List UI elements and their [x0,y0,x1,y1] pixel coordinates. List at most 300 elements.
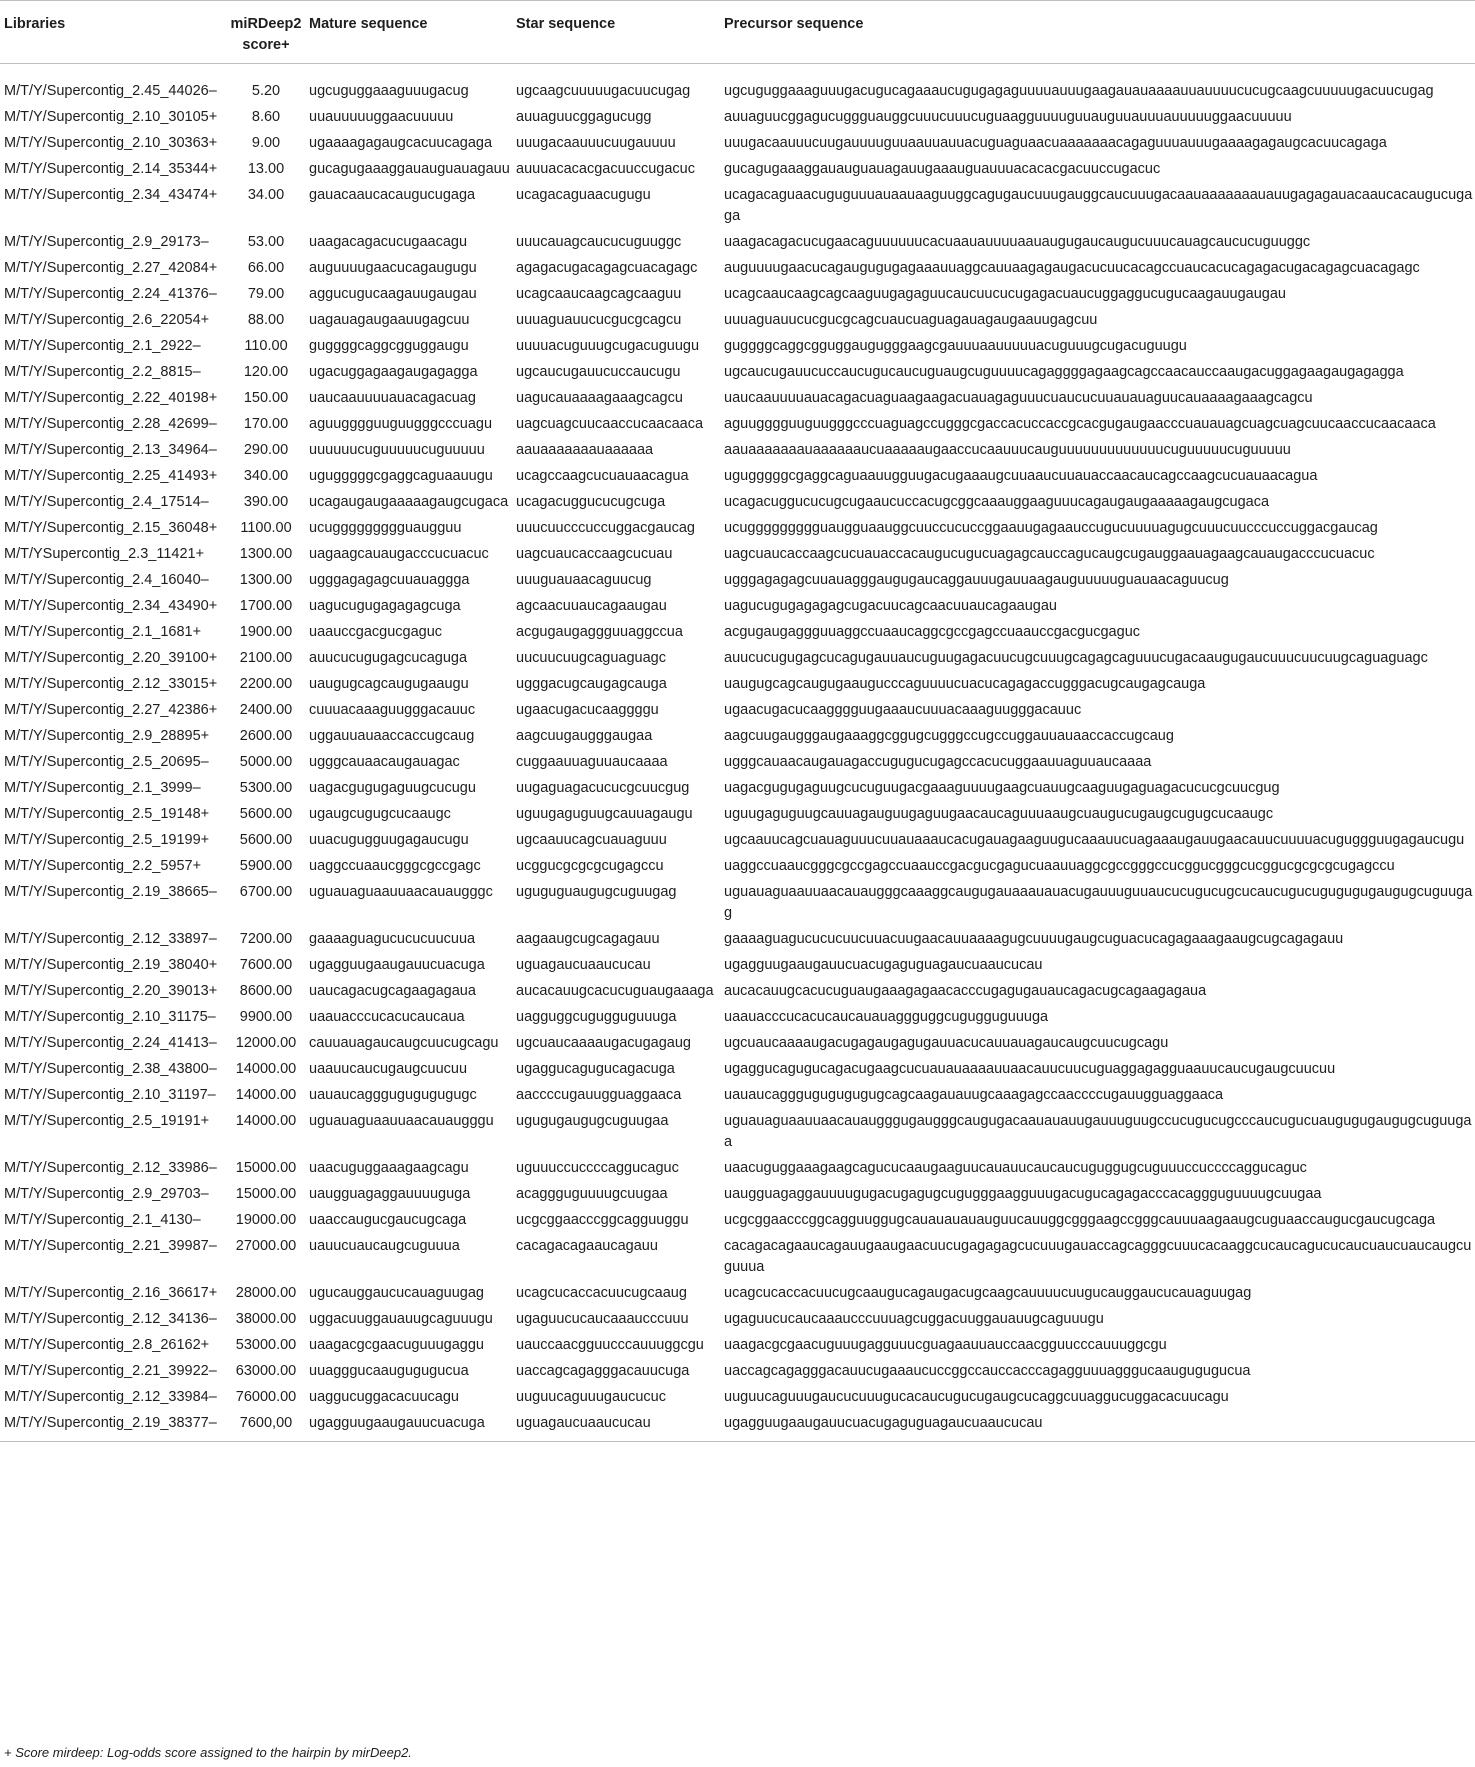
precursor-sequence-cell: aucacauugcacucuguaugaaagagaacacccugagugauaucagacugcagaagagaua [724,983,1207,999]
star-sequence-cell: uauccaacgguucccauuuggcgu [516,1337,704,1353]
table-row [0,333,1475,359]
precursor-sequence-cell: aauaaaaaaauaaaaaaucuaaaaaugaaccucaauuucauguuuuuuuuuuuuucuguuuuucuguuuuu [724,442,1291,458]
score-cell: 120.00 [243,364,289,380]
library-cell: M/T/Y/Supercontig_2.8_26162+ [4,1337,210,1353]
star-sequence-cell: ugaacugacucaaggggu [516,702,659,718]
precursor-sequence-cell: uagacgugugaguugcucuguugacgaaaguuuugaagcuauugcaaguugaguagacucucgcuucgug [724,780,1280,796]
precursor-sequence-cell: guggggcaggcgguggaugugggaagcgauuuaauuuuuacuguuugcugacuguugu [724,338,1187,354]
mature-sequence-cell: ugacuggagaagaugagagga [309,364,478,380]
table-row [0,1280,1475,1306]
mature-sequence-cell: uagaagcauaugacccucuacuc [309,546,489,562]
star-sequence-cell: ucgcggaacccggcagguuggu [516,1212,689,1228]
library-cell: M/T/Y/Supercontig_2.12_34136– [4,1311,217,1327]
table-row [0,567,1475,593]
table-row [0,515,1475,541]
table-row [0,1108,1475,1155]
mature-sequence-cell: uaagacgcgaacuguuugaggu [309,1337,484,1353]
precursor-sequence-cell: ugaacugacucaagggguugaaaucuuuacaaaguugggacauuc [724,702,1082,718]
mature-sequence-cell: uagucugugagagagcuga [309,598,461,614]
library-cell: M/T/Y/Supercontig_2.14_35344+ [4,161,218,177]
precursor-sequence-cell: uaugguagaggauuuugugacugagugcugugggaagguuugacugucagagacccacaggguguuuugcuugaa [724,1186,1322,1202]
precursor-sequence-cell: ugggcauaacaugauagaccugugucugagccacucuggaauuaguuaucaaaa [724,754,1152,770]
score-cell: 14000.00 [235,1113,297,1129]
score-cell: 1700.00 [239,598,293,614]
table-row [0,1030,1475,1056]
precursor-sequence-cell: uaugugcagcaugugaaugucccaguuuucuacucagagaccugggacugcaugagcauga [724,676,1206,692]
score-cell: 290.00 [243,442,289,458]
library-cell: M/T/Y/Supercontig_2.2_8815– [4,364,201,380]
mature-sequence-cell: auucucugugagcucaguga [309,650,468,666]
library-cell: M/T/Y/Supercontig_2.12_33986– [4,1160,217,1176]
mature-sequence-cell: ugugggggcgaggcaguaauugu [309,468,493,484]
star-sequence-cell: ucagccaagcucuauaacagua [516,468,689,484]
star-sequence-cell: ugaguucucaucaaaucccuuu [516,1311,689,1327]
table-row [0,775,1475,801]
table-row [0,749,1475,775]
score-cell: 6700.00 [239,884,293,900]
star-sequence-cell: ugggacugcaugagcauga [516,676,667,692]
star-sequence-cell: uagcuagcuucaaccucaacaaca [516,416,704,432]
header-libraries: Libraries [0,1,223,64]
library-cell: M/T/Y/Supercontig_2.24_41376– [4,286,217,302]
library-cell: M/T/Y/Supercontig_2.5_19148+ [4,806,210,822]
table-row [0,827,1475,853]
library-cell: M/T/Y/Supercontig_2.27_42386+ [4,702,218,718]
library-cell: M/T/Y/Supercontig_2.5_19199+ [4,832,210,848]
table-row [0,1082,1475,1108]
precursor-sequence-cell: auucucugugagcucagugauuaucuguugagacuucugcuuugcagagcaguuucugacaaugugaucuuucuucuugcaguaguagc [724,650,1428,666]
library-cell: M/T/Y/Supercontig_2.5_20695– [4,754,209,770]
library-cell: M/T/Y/Supercontig_2.1_2922– [4,338,201,354]
library-cell: M/T/Y/Supercontig_2.9_29173– [4,234,209,250]
precursor-sequence-cell: ucuggggggggguaugguaauggcuuccucuccggaauugagaauccugucuuuuagugcuuucuucccuccuggacgaucag [724,520,1378,536]
precursor-sequence-cell: ugcuguggaaaguuugacugucagaaaucugugagaguuuuauuugaagauauaaaauuauuuucucugcaagcuuuuugacuucugag [724,83,1434,99]
precursor-sequence-cell: ugcuaucaaaaugacugagaugagugauuacucauuauagaucaugcuucugcagu [724,1035,1169,1051]
star-sequence-cell: uguagaucuaaucucau [516,957,651,973]
library-cell: M/T/Y/Supercontig_2.12_33984– [4,1389,217,1405]
library-cell: M/T/Y/Supercontig_2.2_5957+ [4,858,202,874]
table-row [0,1306,1475,1332]
star-sequence-cell: uuuuacuguuugcugacuguugu [516,338,700,354]
mature-sequence-cell: guggggcaggcgguggaugu [309,338,469,354]
star-sequence-cell: uuugacaauuucuugauuuu [516,135,676,151]
score-cell: 5900.00 [239,858,293,874]
library-cell: M/T/Y/Supercontig_2.20_39013+ [4,983,218,999]
mature-sequence-cell: uaauucaucugaugcuucuu [309,1061,468,1077]
table-row [0,1181,1475,1207]
table-row [0,952,1475,978]
mature-sequence-cell: gucagugaaaggauauguauagauu [309,161,510,177]
score-cell: 27000.00 [235,1238,297,1254]
star-sequence-cell: aaccccugauugguaggaaca [516,1087,682,1103]
table-row [0,619,1475,645]
precursor-sequence-cell: uguauaguaauuaacauaugggcaaaggcaugugauaaauauacugauuuguuaucucugucugcucaucugucugugugugaugugcuguugag [724,884,1473,921]
star-sequence-cell: aagcuugaugggaugaa [516,728,653,744]
mature-sequence-cell: uggauuauaaccaccugcaug [309,728,475,744]
mature-sequence-cell: uuuuuucuguuuuucuguuuuu [309,442,485,458]
score-cell: 1300.00 [239,572,293,588]
mature-sequence-cell: uaacuguggaaagaagcagu [309,1160,469,1176]
precursor-sequence-cell: ugggagagagcuuauagggaugugaucaggauuugauuaagauguuuuuguauaacaguucug [724,572,1229,588]
table-row [0,853,1475,879]
score-cell: 2600.00 [239,728,293,744]
table-row [0,104,1475,130]
mature-sequence-cell: uagauagaugaauugagcuu [309,312,470,328]
library-cell: M/T/Y/Supercontig_2.6_22054+ [4,312,210,328]
table-row [0,1233,1475,1280]
score-cell: 5600.00 [239,806,293,822]
table-row [0,1004,1475,1030]
precursor-sequence-cell: uagcuaucaccaagcucuauaccacaugucugucuagagcauccagucaugcugauggaauagaagcauaugacccucuacuc [724,546,1375,562]
table-row [0,879,1475,926]
table-row [0,1332,1475,1358]
precursor-sequence-cell: ugagguugaaugauucuacugaguguagaucuaaucucau [724,1410,1475,1442]
precursor-sequence-cell: gucagugaaaggauauguauagauugaaauguauuuacacacgacuuccugacuc [724,161,1161,177]
star-sequence-cell: ugaggucagugucagacuga [516,1061,675,1077]
star-sequence-cell: cacagacagaaucagauu [516,1238,658,1254]
star-sequence-cell: acaggguguuuugcuugaa [516,1186,668,1202]
library-cell: M/T/Y/Supercontig_2.9_28895+ [4,728,210,744]
mature-sequence-cell: auguuuugaacucagaugugu [309,260,477,276]
score-cell: 34.00 [247,187,285,203]
mature-sequence-cell: uaauccgacgucgaguc [309,624,443,640]
mature-sequence-cell: uguauaguaauuaacauaugggu [309,1113,494,1129]
header-score [223,1,309,64]
precursor-sequence-cell: uuuaguauucucgucgcagcuaucuaguagauagaugaauugagcuu [724,312,1098,328]
score-cell: 15000.00 [235,1160,297,1176]
precursor-sequence-cell: auuaguucggagucuggguauggcuuucuuucuguaagguuuuguuauguuauuuauuuuuggaacuuuuu [724,109,1292,125]
score-cell: 63000.00 [235,1363,297,1379]
table-row [0,593,1475,619]
score-cell: 5000.00 [239,754,293,770]
score-cell: 2400.00 [239,702,293,718]
library-cell: M/T/Y/Supercontig_2.1_1681+ [4,624,202,640]
table-row [0,307,1475,333]
mature-sequence-cell: uauucuaucaugcuguuua [309,1238,460,1254]
precursor-sequence-cell: ucagacaguaacuguguuuauaauaaguuggcagugaucuuugauggcaucuuugacaauaaaaaaauauugagagauacaaucacaugucugaga [724,187,1473,224]
precursor-sequence-cell: ugugggggcgaggcaguaauugguugacugaaaugcuuaaucuuauaccaacaucagccaagcucuauaacagua [724,468,1318,484]
star-sequence-cell: ugcuaucaaaaugacugagaug [516,1035,691,1051]
score-cell: 390.00 [243,494,289,510]
star-sequence-cell: uagcuaucaccaagcucuau [516,546,673,562]
star-sequence-cell: ugcaagcuuuuugacuucugag [516,83,691,99]
precursor-sequence-cell: cacagacagaaucagauugaaugaacuucugagagagcucuuugauaccagcagggcuuucacaaggcucaucagucucaucuaucuaucaugcuguuua [724,1238,1472,1275]
mature-sequence-cell: ugaugcugugcucaaugc [309,806,451,822]
score-cell: 76000.00 [235,1389,297,1405]
star-sequence-cell: auuaguucggagucugg [516,109,652,125]
star-sequence-cell: uuuaguauucucgucgcagcu [516,312,682,328]
library-cell: M/T/Y/Supercontig_2.34_43474+ [4,187,218,203]
table-row [0,130,1475,156]
score-cell: 340.00 [243,468,289,484]
star-sequence-cell: ucagcucaccacuucugcaaug [516,1285,687,1301]
score-cell: 2200.00 [239,676,293,692]
table-row [0,1056,1475,1082]
table-row [0,489,1475,515]
star-sequence-cell: aagaaugcugcagagauu [516,931,660,947]
mature-sequence-cell: ugagguugaaugauucuacuga [309,1410,516,1442]
mature-sequence-cell: uagacgugugaguugcucugu [309,780,476,796]
star-sequence-cell: auuuacacacgacuuccugacuc [516,161,695,177]
table-row [0,926,1475,952]
star-sequence-cell: uguugaguguugcauuagaugu [516,806,693,822]
score-cell: 53.00 [247,234,285,250]
precursor-sequence-cell: ucgcggaacccggcagguuggugcauauauauauguucauuggcgggaagccgggcauuuaagaaugcuguaaccaugucgaucugcaga [724,1212,1436,1228]
star-sequence-cell: acgugaugaggguuaggccua [516,624,683,640]
library-cell: M/T/Y/Supercontig_2.45_44026– [4,83,217,99]
library-cell: M/T/Y/Supercontig_2.19_38040+ [4,957,218,973]
star-sequence-cell: uguuuccuccccaggucaguc [516,1160,679,1176]
library-cell: M/T/Y/Supercontig_2.34_43490+ [4,598,218,614]
mature-sequence-cell: uaaccaugucgaucugcaga [309,1212,467,1228]
mature-sequence-cell: uuauuuuuggaacuuuuu [309,109,454,125]
library-cell: M/T/Y/Supercontig_2.10_30363+ [4,135,218,151]
table-row [0,255,1475,281]
mature-sequence-cell: ugaaaagagaugcacuucagaga [309,135,493,151]
library-cell: M/T/Y/Supercontig_2.19_38665– [4,884,217,900]
table-row [0,411,1475,437]
table-row [0,541,1475,567]
header-score-line2: score+ [242,37,290,53]
score-cell: 28000.00 [235,1285,297,1301]
star-sequence-cell: uagucauaaaagaaagcagcu [516,390,683,406]
score-cell: 9900.00 [239,1009,293,1025]
mature-sequence-cell: uaggucuggacacuucagu [309,1389,459,1405]
table-row [0,671,1475,697]
precursor-sequence-cell: acgugaugaggguuaggccuaaucaggcgccgagccuaauccgacgucgaguc [724,624,1141,640]
table-body [0,64,1475,1442]
mature-sequence-cell: uaugugcagcaugugaaugu [309,676,469,692]
precursor-sequence-cell: ugaguucucaucaaaucccuuuagcuggacuuggauauugcaguuugu [724,1311,1104,1327]
mature-sequence-cell: cuuuacaaaguugggacauuc [309,702,476,718]
star-sequence-cell: uguguguaugugcuguugag [516,884,677,900]
table-row [0,281,1475,307]
table-row [0,64,1475,105]
precursor-sequence-cell: ugcaauucagcuauaguuucuuauaaaucacugauagaaguugucaaauucuagaaaugauugaacauucuuuuacuguggguugagaucugu [724,832,1465,848]
star-sequence-cell: ucagacuggucucugcuga [516,494,666,510]
table-header-row [0,1,1475,64]
library-cell: M/T/Y/Supercontig_2.25_41493+ [4,468,218,484]
library-cell: M/T/Y/Supercontig_2.15_36048+ [4,520,218,536]
library-cell: M/T/Y/Supercontig_2.24_41413– [4,1035,217,1051]
mature-sequence-cell: uguauaguaauuaacauaugggc [309,884,493,900]
mature-sequence-cell: gaaaaguagucucucuucuua [309,931,476,947]
score-cell: 1100.00 [240,520,292,536]
table-row [0,723,1475,749]
table-row [0,1358,1475,1384]
library-cell: M/T/YSupercontig_2.3_11421+ [4,546,205,562]
star-sequence-cell: uucuucuugcaguaguagc [516,650,666,666]
star-sequence-cell: cuggaauuaguuaucaaaa [516,754,668,770]
mature-sequence-cell: ucagaugaugaaaaagaugcugaca [309,494,509,510]
score-cell: 1300.00 [239,546,293,562]
score-cell: 53000.00 [235,1337,297,1353]
star-sequence-cell: uagguggcugugguguuuga [516,1009,677,1025]
score-cell: 1900.00 [239,624,293,640]
table-row [0,229,1475,255]
mature-sequence-cell: uuacugugguugagaucugu [309,832,469,848]
precursor-sequence-cell: uaggccuaaucgggcgccgagccuaauccgacgucgagucuaauuaggcgccgggccucggucgggcucggucgcgcgcugagccu [724,858,1395,874]
score-cell: 7200.00 [239,931,293,947]
mature-sequence-cell: ugggagagagcuuauaggga [309,572,470,588]
precursor-sequence-cell: aagcuugaugggaugaaaggcggugcugggccugccuggauuauaaccaccugcaug [724,728,1174,744]
library-cell: M/T/Y/Supercontig_2.16_36617+ [4,1285,218,1301]
mature-sequence-cell: ugagguugaaugauucuacuga [309,957,485,973]
precursor-sequence-cell: ugcaucugauucuccaucugucaucuguaugcuguuuucagaggggagaagcagccaacauccaaugacuggagaagaugagagga [724,364,1404,380]
precursor-sequence-cell: uauaucagggugugugugugcagcaagauauugcaaagagccaaccccugauugguaggaaca [724,1087,1224,1103]
precursor-sequence-cell: ugaggucagugucagacugaagcucuauauaaaauuaacauucuucuguaggagagguaauucaucugaugcuucuu [724,1061,1336,1077]
star-sequence-cell: uuguucaguuugaucucuc [516,1389,666,1405]
mature-sequence-cell: uaugguagaggauuuuguga [309,1186,471,1202]
library-cell: M/T/Y/Supercontig_2.12_33015+ [4,676,218,692]
star-sequence-cell: uguagaucuaaucucau [516,1410,724,1442]
table-row [0,437,1475,463]
score-cell: 150.00 [243,390,289,406]
score-cell: 5.20 [251,83,281,99]
mature-sequence-cell: uaucaauuuuauacagacuag [309,390,476,406]
score-cell: 2100.00 [239,650,293,666]
library-cell: M/T/Y/Supercontig_2.10_30105+ [4,109,218,125]
precursor-sequence-cell: uguugaguguugcauuagauguugaguugaacaucaguuuaaugcuaugucugaugcugugcucaaugc [724,806,1274,822]
table-row [0,801,1475,827]
table-footnote: + Score mirdeep: Log-odds score assigned to the hairpin by mirDeep2. [4,1745,412,1760]
table-row [0,1384,1475,1410]
precursor-sequence-cell: uuugacaauuucuugauuuuguuaauuauuacuguaguaacuaaaaaaacagaguuuauuugaaaagagaugcacuucagaga [724,135,1387,151]
star-sequence-cell: ucagacaguaacugugu [516,187,651,203]
score-cell: 5300.00 [239,780,293,796]
mature-sequence-cell: ugucauggaucucauaguugag [309,1285,484,1301]
mature-sequence-cell: ugcuguggaaaguuugacug [309,83,469,99]
table-row [0,156,1475,182]
mature-sequence-cell: uaucagacugcagaagagaua [309,983,476,999]
score-cell: 8.60 [251,109,281,125]
mature-sequence-cell: ugggcauaacaugauagac [309,754,460,770]
table-row [0,1207,1475,1233]
table-row [0,1155,1475,1181]
star-sequence-cell: uugaguagacucucgcuucgug [516,780,690,796]
star-sequence-cell: ugcaauucagcuauaguuu [516,832,667,848]
score-cell: 38000.00 [235,1311,297,1327]
star-sequence-cell: ucggucgcgcgcugagccu [516,858,664,874]
table-row [0,697,1475,723]
star-sequence-cell: agagacugacagagcuacagagc [516,260,698,276]
header-precursor: Precursor sequence [724,1,1475,64]
score-cell: 110.00 [244,338,288,354]
precursor-sequence-cell: ucagacuggucucugcugaaucuccacugcggcaaauggaaguuucagaugaugaaaaagaugcugaca [724,494,1270,510]
table-row [0,359,1475,385]
library-cell: M/T/Y/Supercontig_2.38_43800– [4,1061,217,1077]
mature-sequence-cell: gauacaaucacaugucugaga [309,187,476,203]
header-star: Star sequence [516,1,724,64]
score-cell: 66.00 [247,260,285,276]
mature-sequence-cell: uaauacccucacucaucaua [309,1009,465,1025]
precursor-sequence-cell: uaauacccucacucaucauauaggguggcugugguguuuga [724,1009,1049,1025]
score-cell: 19000.00 [235,1212,297,1228]
score-cell: 15000.00 [235,1186,297,1202]
precursor-sequence-cell: auguuuugaacucagaugugugagaaauuaggcauuaagagaugacucuucacagccuaucacucagagacugacagagcuacagagc [724,260,1420,276]
library-cell: M/T/Y/Supercontig_2.13_34964– [4,442,217,458]
library-cell: M/T/Y/Supercontig_2.4_17514– [4,494,209,510]
library-cell: M/T/Y/Supercontig_2.5_19191+ [4,1113,210,1129]
star-sequence-cell: agcaacuuaucagaaugau [516,598,667,614]
star-sequence-cell: ugugugaugugcuguugaa [516,1113,669,1129]
library-cell: M/T/Y/Supercontig_2.21_39987– [4,1238,217,1254]
score-cell: 79.00 [247,286,285,302]
precursor-sequence-cell: uaagacagacucugaacaguuuuuucacuaauauuuuaauaugugaucaugucuuucauagcaucucuguuggc [724,234,1311,250]
precursor-sequence-cell: uaagacgcgaacuguuugagguuucguagaauuauccaacgguucccauuuggcgu [724,1337,1167,1353]
precursor-sequence-cell: uaacuguggaaagaagcagucucaaugaaguucauauucaucaucuguggugcuguuuccuccccaggucaguc [724,1160,1307,1176]
score-cell: 7600.00 [239,957,293,973]
score-cell: 5600.00 [239,832,293,848]
precursor-sequence-cell: gaaaaguagucucucuucuuacuugaacauuaaaagugcuuuugaugcuguacucagagaaagaaugcugcagagauu [724,931,1344,947]
library-cell: M/T/Y/Supercontig_2.27_42084+ [4,260,218,276]
precursor-sequence-cell: ucagcaaucaagcagcaaguugagaguucaucuucucugagacuaucuggaggucugucaagauugaugau [724,286,1286,302]
library-cell: M/T/Y/Supercontig_2.12_33897– [4,931,217,947]
score-cell: 88.00 [247,312,285,328]
star-sequence-cell: aauaaaaaaauaaaaaa [516,442,654,458]
library-cell: M/T/Y/Supercontig_2.10_31175– [4,1009,216,1025]
precursor-sequence-cell: uuguucaguuugaucucuuugucacaucugucugaugcucaggcuuaggucuggacacuucagu [724,1389,1229,1405]
mature-sequence-cell: uaggccuaaucgggcgccgagc [309,858,481,874]
library-cell: M/T/Y/Supercontig_2.1_3999– [4,780,201,796]
score-cell: 7600,00 [223,1410,309,1442]
table-row [0,1410,1475,1442]
score-cell: 12000.00 [235,1035,297,1051]
mature-sequence-cell: ucuggggggggguaugguu [309,520,462,536]
score-cell: 14000.00 [235,1061,297,1077]
library-cell: M/T/Y/Supercontig_2.1_4130– [4,1212,201,1228]
header-mature: Mature sequence [309,1,516,64]
mature-sequence-cell: aguugggguuguugggcccuagu [309,416,493,432]
table-row [0,463,1475,489]
library-cell: M/T/Y/Supercontig_2.19_38377– [0,1410,223,1442]
table-row [0,385,1475,411]
star-sequence-cell: uuucuucccuccuggacgaucag [516,520,695,536]
score-cell: 9.00 [251,135,281,151]
score-cell: 14000.00 [235,1087,297,1103]
library-cell: M/T/Y/Supercontig_2.20_39100+ [4,650,218,666]
library-cell: M/T/Y/Supercontig_2.28_42699– [4,416,217,432]
star-sequence-cell: ucagcaaucaagcagcaaguu [516,286,682,302]
library-cell: M/T/Y/Supercontig_2.22_40198+ [4,390,218,406]
precursor-sequence-cell: uguauaguaauuaacauaugggugaugggcaugugacaauauauugauuuguugccucugucugcccaucugucuaugugugaugugcuguugaa [724,1113,1472,1150]
mature-sequence-cell: uauaucagggugugugugugc [309,1087,477,1103]
star-sequence-cell: ugcaucugauucuccaucugu [516,364,681,380]
star-sequence-cell: uuucauagcaucucuguuggc [516,234,682,250]
precursor-sequence-cell: aguugggguuguugggcccuaguagccugggcgaccacuccaccgcacgugaugaacccuauauagcuagcuagcuucaaccucaacaaca [724,416,1436,432]
mature-sequence-cell: uuagggucaaugugugucua [309,1363,469,1379]
library-cell: M/T/Y/Supercontig_2.21_39922– [4,1363,217,1379]
table-row [0,645,1475,671]
star-sequence-cell: uuuguauaacaguucug [516,572,652,588]
precursor-sequence-cell: uaccagcagagggacauucugaaaucuccggccauccacccagagguuuagggucaaugugugucua [724,1363,1251,1379]
score-cell: 13.00 [247,161,285,177]
mature-sequence-cell: aggucugucaagauugaugau [309,286,477,302]
precursor-sequence-cell: ucagcucaccacuucugcaaugucagaugacugcaagcauuuucuugucauggaucucauaguugag [724,1285,1252,1301]
star-sequence-cell: aucacauugcacucuguaugaaaga [516,983,714,999]
header-score-line1: miRDeep2 [230,16,302,32]
score-cell: 170.00 [243,416,289,432]
library-cell: M/T/Y/Supercontig_2.4_16040– [4,572,209,588]
precursor-sequence-cell: uagucugugagagagcugacuucagcaacuuaucagaaugau [724,598,1057,614]
table-row [0,182,1475,229]
mature-sequence-cell: uaagacagacucugaacagu [309,234,468,250]
library-cell: M/T/Y/Supercontig_2.10_31197– [4,1087,216,1103]
mature-sequence-cell: cauuauagaucaugcuucugcagu [309,1035,499,1051]
precursor-sequence-cell: ugagguugaaugauucuacugaguguagaucuaaucucau [724,957,1043,973]
table-row [0,978,1475,1004]
score-cell: 8600.00 [239,983,293,999]
